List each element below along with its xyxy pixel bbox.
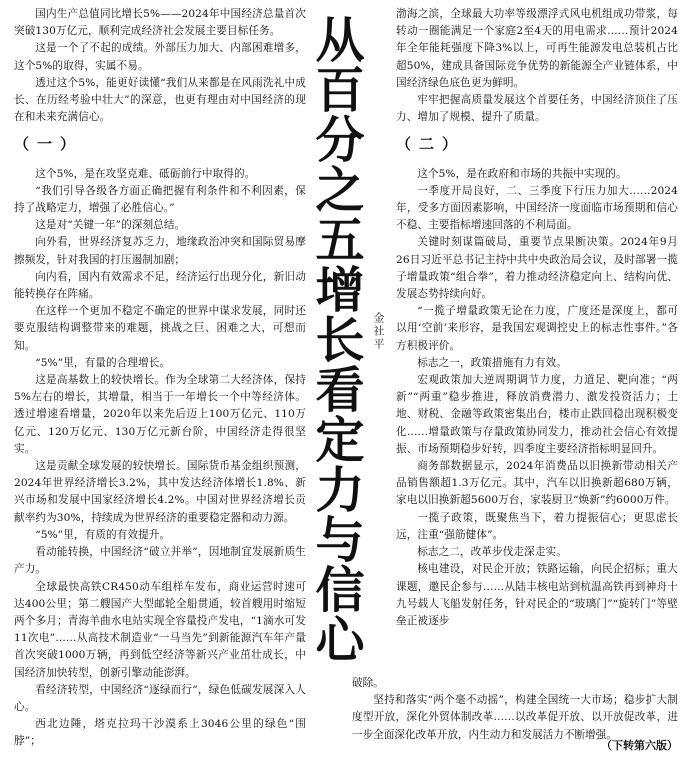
paragraph: 看经济转型，中国经济“逐绿而行”，绿色低碳发展深入人心。 [14,683,306,713]
paragraph: 这是对“关键一年”的深刻总结。 [35,219,186,232]
paragraph: 标志之一，政策措施有力有效。 [417,356,567,369]
paragraph: 标志之二，改革步伐走深走实。 [417,546,567,559]
headline: 从百分之五增长看定力与信心 [308,14,365,664]
bottom-block [352,675,678,744]
paragraph: 全球最快高铁CR450动车组样车发布，商业运营时速可达400公里；第二艘国产大型邮轮全船贯通，较首艘用时缩短两个多月；青海羊曲水电站实现全容量投产发电，“1滴水可发11次电”……从高技术制造业“一马当先”到新能源汽车年产量首次突破1000万辆，再到低空经济等新兴产业茁壮成长，中国经济加快转型，创新引擎动能澎湃。 [14,580,306,679]
byline: 金社平 [372,312,385,351]
paragraph: 这个5%，是在攻坚克难、砥砺前行中取得的。 [35,167,256,180]
paragraph: 透过这个5%，能更好读懂“我们从来都是在风雨洗礼中成长、在历经考验中壮大”的深意，也更有理由对中国经济的现在和未来充满信心。 [14,76,306,124]
paragraph: “一揽子增量政策无论在力度，广度还是深度上，都可以用‘空前’来形容，是我国宏观调控史上的标志性事件。”各方积极评价。 [396,305,678,352]
left-column [14,6,306,751]
paragraph: 这是贡献全球发展的较快增长。国际货币基金组织预测，2024年世界经济增长3.2%，其中发达经济体增长1.8%、新兴市场和发展中国家经济增长4.2%。中国对世界经济增长贡献率约为30%，持续成为世界经济的重要稳定器和动力源。 [14,460,306,524]
paragraph: 渤海之滨，全球最大功率等级漂浮式风电机组成功带浆，每转动一圈能满足一个家庭2至4天的用电需求……预计2024年全年能耗强度下降3%以上，可再生能源发电总装机占比超50%，建成具备国际竞争优势的新能源全产业链体系，中国经济绿色底色更为鲜明。 [396,8,678,89]
paragraph: 宏观政策加大逆周期调节力度，力道足、靶向准；“两新”“两重”稳步推进，释放消费潜力、激发投资活力；土地、财税、金融等政策密集出台，楼市止跌回稳出现积极变化……增量政策与存量政策协同发力，推动社会信心有效提振、市场预期稳步好转，四季度主要经济指标明显回升。 [396,374,678,455]
paragraph: 向内看，国内有效需求不足，经济运行出现分化，新旧动能转换存在阵痛。 [14,270,306,301]
paragraph: 一季度开局良好，二、三季度下行压力加大……2024年，受多方面因素影响，中国经济一度面临市场预期和信心不稳、主要指标增速回落的不利局面。 [396,184,678,232]
paragraph: 西北边陲，塔克拉玛干沙漠系上3046公里的绿色“围脖”； [14,718,306,748]
paragraph: 一揽子政策，既聚焦当下，着力提振信心；更思虑长远，注重“强筋健体”。 [396,511,678,541]
paragraph: 这是高基数上的较快增长。作为全球第二大经济体，保持5%左右的增长，其增量，相当于一年增长一个中等经济体。透过增速看增量，2020年以来先后迈上100万亿元、110万亿元、120万亿元、130万亿元新台阶，中国经济走得很坚实。 [14,374,306,455]
paragraph: 关键时刻谋篇破局，重要节点果断决策。2024年9月26日习近平总书记主持中共中央政治局会议，及时部署一揽子增量政策“组合拳”，着力推动经济稳定向上、结构向优、发展态势持续向好。 [396,236,678,301]
paragraph: “我们引导各级各方面正确把握有利条件和不利因素，保持了战略定力，增强了必胜信心。” [14,184,306,215]
paragraph: 牢牢把握高质量发展这个首要任务，中国经济顶住了压力、增加了规模、提升了质量。 [396,94,678,124]
paragraph: “5%”里，有量的合理增长。 [35,356,171,369]
paragraph-tail: 破除。 [352,677,384,689]
paragraph: 这是一个了不起的成绩。外部压力加大、内部困难增多，这个5%的取得，实属不易。 [14,42,306,72]
paragraph: 在这样一个更加不稳定不确定的世界中谋求发展，同时还要克服结构调整带来的难题，挑战之巨、困难之大，可想而知。 [14,305,306,352]
paragraph: 看动能转换，中国经济“破立并举”，因地制宜发展新质生产力。 [14,546,306,576]
section-heading-two: （二） [396,135,466,154]
paragraph: 国内生产总值同比增长5%——2024年中国经济总量首次突破130万亿元，顺利完成经济社会发展主要目标任务。 [14,8,306,38]
section-heading-one: （一） [14,135,84,154]
paragraph: 核电建设，对民企开放；铁路运输，向民企招标；重大课题，邀民企参与……从陆丰核电站到杭温高铁再到神舟十九号载人飞船发射任务，针对民企的“玻璃门”“旋转门”等壁垒正被逐步 [396,563,678,627]
paragraph: “5%”里，有质的有效提升。 [35,528,171,541]
paragraph: 坚持和落实“两个毫不动摇”，构建全国统一大市场；稳步扩大制度型开放，深化外贸体制改革……以改革促开放、以开放促改革，进一步全面深化改革开放，内生动力和发展活力不断增强。 [352,694,678,741]
paragraph: 商务部数据显示，2024年消费品以旧换新带动相关产品销售额超1.3万亿元。其中，汽车以旧换新超680万辆，家电以旧换新超5600万台，家装厨卫“焕新”约6000万件。 [396,460,678,507]
paragraph: 这个5%，是在政府和市场的共振中实现的。 [417,167,627,180]
paragraph: 向外看，世界经济复苏乏力，地缘政治冲突和国际贸易摩擦频发，针对我国的打压遏制加剧； [14,236,306,266]
continued-notice: （下转第六版） [601,739,678,752]
right-column [396,6,678,630]
